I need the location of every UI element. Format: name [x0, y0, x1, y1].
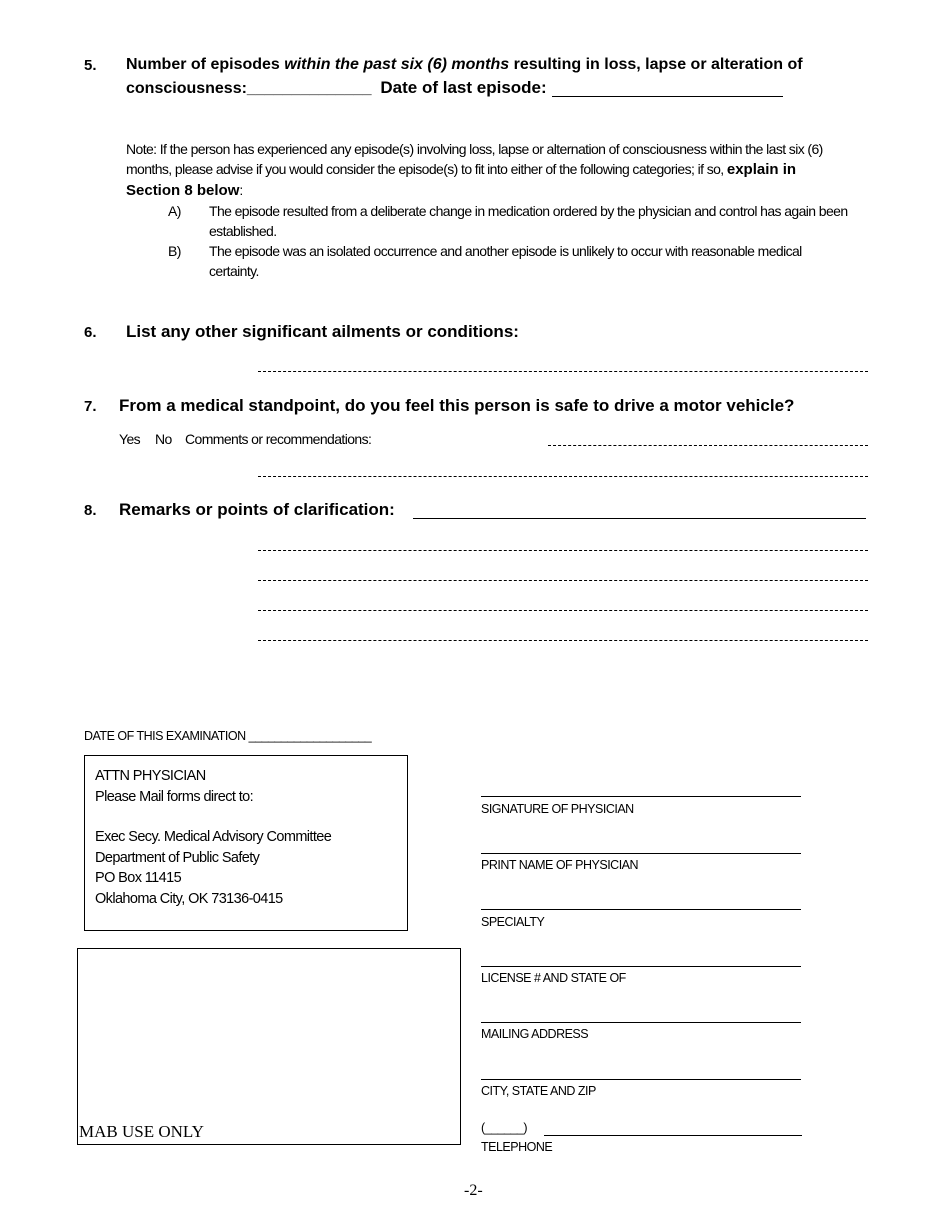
print-name-label: PRINT NAME OF PHYSICIAN — [481, 858, 639, 872]
signature-line[interactable] — [481, 796, 801, 797]
mailing-address-text — [95, 766, 331, 909]
date-last-episode-label: Date of last episode: — [380, 78, 547, 97]
signature-label: SIGNATURE OF PHYSICIAN — [481, 802, 634, 816]
q5-number: 5. — [84, 57, 97, 74]
telephone-label: TELEPHONE — [481, 1140, 553, 1154]
mail-attn: ATTN PHYSICIAN — [95, 768, 206, 784]
q7-no-option[interactable]: No — [155, 431, 172, 447]
q5-text-a: Number of episodes — [126, 56, 285, 73]
telephone-area-code[interactable]: (______) — [481, 1121, 528, 1135]
note-a-label: A) — [168, 203, 181, 219]
q5-question-line1 — [126, 56, 803, 74]
q7-number: 7. — [84, 398, 97, 415]
note-end: : — [239, 182, 243, 198]
q8-number: 8. — [84, 502, 97, 519]
exam-date-label: DATE OF THIS EXAMINATION — [84, 729, 246, 743]
mab-use-only-label: MAB USE ONLY — [79, 1122, 204, 1141]
q8-remarks-line-4[interactable] — [258, 640, 868, 641]
mailing-address-label: MAILING ADDRESS — [481, 1027, 589, 1041]
city-state-zip-label: CITY, STATE AND ZIP — [481, 1084, 596, 1098]
q8-remarks-line-2[interactable] — [258, 580, 868, 581]
note-a-text: The episode resulted from a deliberate change in medication ordered by the physician and control has again been established. — [209, 203, 848, 239]
mail-committee: Exec Secy. Medical Advisory Committee — [95, 829, 332, 845]
mail-city: Oklahoma City, OK 73136-0415 — [95, 890, 283, 907]
q8-question: Remarks or points of clarification: — [119, 500, 395, 519]
consciousness-field[interactable]: consciousness:______________ — [126, 80, 372, 97]
exam-date-field[interactable]: ___________________ — [248, 729, 372, 743]
note-b-text: The episode was an isolated occurrence and another episode is unlikely to occur with reasonable medical certainty. — [209, 243, 802, 279]
note-b-label: B) — [168, 243, 181, 259]
q6-question: List any other significant ailments or conditions: — [126, 322, 519, 341]
specialty-line[interactable] — [481, 909, 801, 910]
city-state-zip-line[interactable] — [481, 1079, 801, 1080]
q8-remarks-line-1[interactable] — [258, 550, 868, 551]
q7-comments-line[interactable] — [548, 445, 868, 446]
note-text: Note: If the person has experienced any episode(s) involving loss, lapse or alternation of consciousness within the last six (6) months, please advise if you would consider the episode(s) to fit into either of the following categories; if so, — [126, 141, 823, 177]
page-number: -2- — [464, 1182, 483, 1199]
license-label: LICENSE # AND STATE OF — [481, 971, 626, 985]
exam-date — [84, 729, 371, 743]
mail-po-box: PO Box 11415 — [95, 870, 182, 886]
q5-question-line2 — [126, 78, 547, 98]
q8-answer-line[interactable] — [413, 518, 866, 519]
mailing-address-line[interactable] — [481, 1022, 801, 1023]
mab-use-only-box — [77, 948, 461, 1145]
q6-number: 6. — [84, 324, 97, 341]
q5-text-c: resulting in loss, lapse or alteration of — [509, 56, 803, 73]
q8-remarks-line-3[interactable] — [258, 610, 868, 611]
q7-yes-option[interactable]: Yes — [119, 431, 141, 447]
mail-department: Department of Public Safety — [95, 849, 260, 866]
date-last-episode-field[interactable] — [552, 96, 783, 97]
telephone-line[interactable] — [544, 1135, 802, 1136]
note-paragraph — [126, 139, 846, 201]
q7-question: From a medical standpoint, do you feel this person is safe to drive a motor vehicle? — [119, 396, 795, 415]
license-line[interactable] — [481, 966, 801, 967]
q6-answer-line[interactable] — [258, 371, 868, 372]
specialty-label: SPECIALTY — [481, 915, 545, 929]
q7-comments-label: Comments or recommendations: — [185, 431, 372, 447]
mail-instruction: Please Mail forms direct to: — [95, 788, 254, 805]
q5-text-b: within the past six (6) months — [284, 56, 510, 73]
note-bold: explain in Section 8 below — [126, 161, 797, 199]
q7-comments-line-2[interactable] — [258, 476, 868, 477]
print-name-line[interactable] — [481, 853, 801, 854]
